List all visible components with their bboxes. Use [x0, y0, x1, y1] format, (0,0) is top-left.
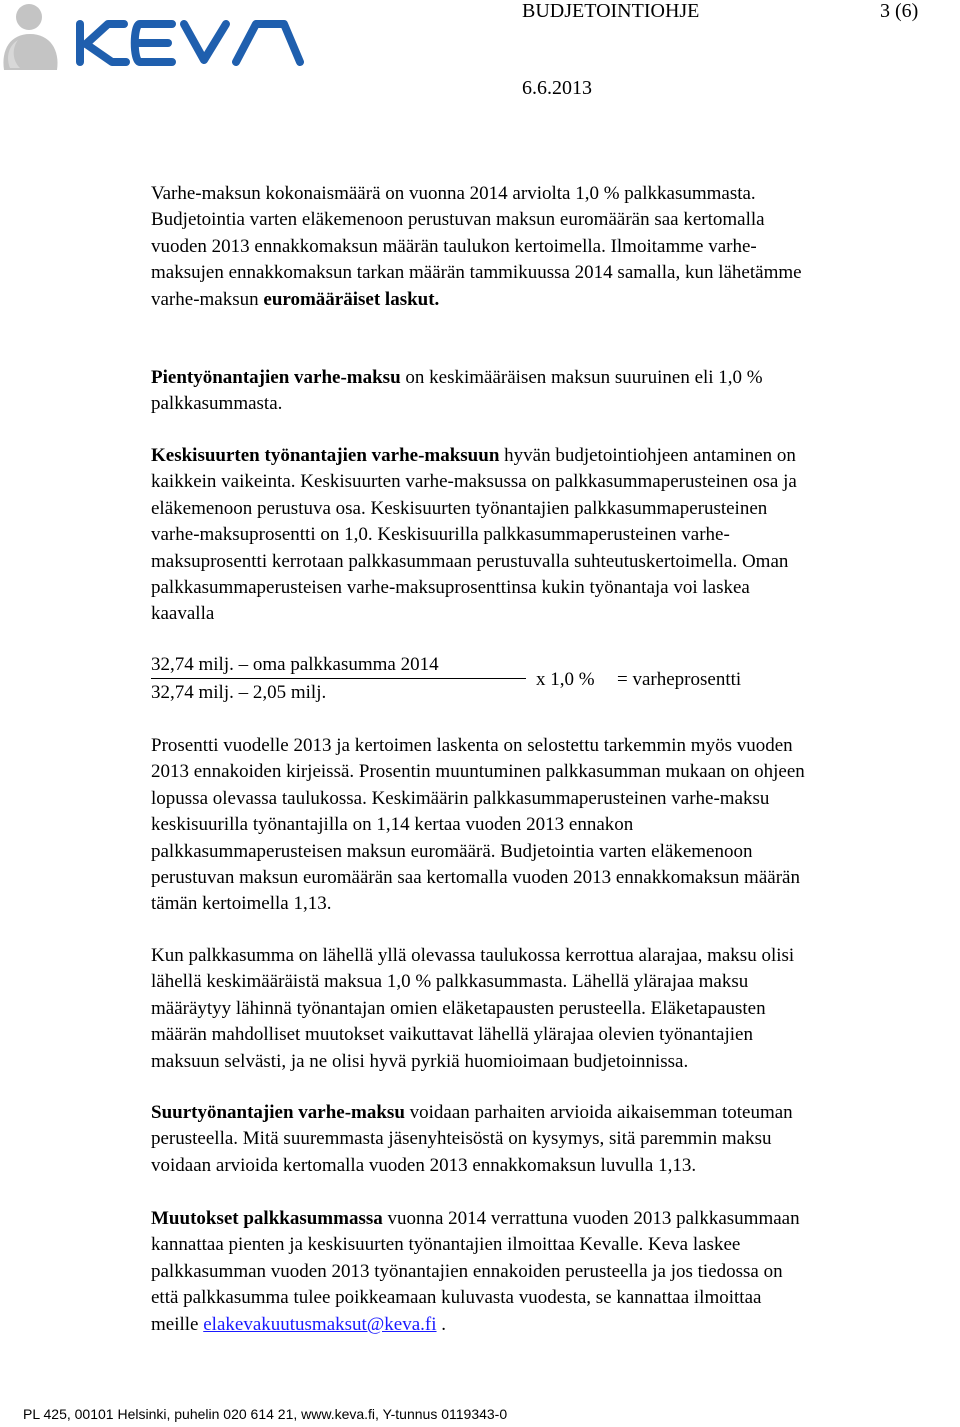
formula	[151, 652, 851, 712]
page-footer: PL 425, 00101 Helsinki, puhelin 020 614 21, www.keva.fi, Y-tunnus 0119343-0	[23, 1406, 508, 1422]
formula-numerator: 32,74 milj. – oma palkkasumma 2014	[151, 654, 439, 675]
text-line: kannattaa pienten ja keskisuurten työnantajien ilmoittaa Kevalle. Keva laskee	[151, 1234, 741, 1256]
bold-heading: Keskisuurten työnantajien varhe-maksuun	[151, 445, 500, 466]
text-line: Suurtyönantajien varhe-maksu voidaan parhaiten arvioida aikaisemman toteuman	[151, 1102, 793, 1123]
bold-heading: Suurtyönantajien varhe-maksu	[151, 1102, 405, 1123]
text-line: Muutokset palkkasummassa vuonna 2014 verrattuna vuoden 2013 palkkasummaan	[151, 1208, 800, 1229]
document-date: 6.6.2013	[522, 77, 592, 99]
text-line: keskisuurilla työnantajilla on 1,14 kertaa vuoden 2013 ennakon	[151, 814, 634, 836]
bold-phrase: euromääräiset laskut.	[263, 288, 440, 310]
text-line: voidaan arvioida kertomalla vuoden 2013 ennakkomaksun luvulla 1,13.	[151, 1154, 697, 1176]
document-title: BUDJETOINTIOHJE	[522, 0, 700, 22]
fraction-bar	[151, 678, 526, 679]
text-line: perusteella. Mitä suuremmasta jäsenyhteisöstä on kysymys, sitä paremmin maksu	[151, 1128, 772, 1150]
text-line: Keskisuurten työnantajien varhe-maksuun hyvän budjetointiohjeen antaminen on	[151, 445, 796, 466]
paragraph-total-amount	[151, 181, 936, 313]
paragraph-percentage-explanation	[151, 733, 936, 918]
text-line: lähellä keskimääräistä maksua 1,0 % palkkasummasta. Lähellä ylärajaa maksu	[151, 971, 749, 993]
formula-multiplier: x 1,0 %	[536, 669, 595, 690]
text-line: perustuvan maksun euromäärän saa kertomalla vuoden 2013 ennakkomaksun määrän	[151, 867, 800, 889]
text-line: maksujen ennakkomaksun tarkan määrän tammikuussa 2014 samalla, kun lähetämme	[151, 262, 802, 284]
text-line: varhe-maksuprosentti on 1,0. Keskisuurilla palkkasummaperusteinen varhe-	[151, 524, 730, 546]
formula-denominator: 32,74 milj. – 2,05 milj.	[151, 682, 327, 703]
text-line: meille elakevakuutusmaksut@keva.fi .	[151, 1313, 447, 1335]
paragraph-payroll-changes	[151, 1206, 936, 1338]
bold-heading: Muutokset palkkasummassa	[151, 1208, 383, 1229]
text-line: Pientyönantajien varhe-maksu on keskimääräisen maksun suuruinen eli 1,0 %	[151, 367, 763, 388]
text-line: kaavalla	[151, 603, 215, 625]
paragraph-large-employers	[151, 1100, 936, 1179]
text-line: maksuprosentti kerrotaan palkkasummaan perustuvalla suhteutuskertoimella. Oman	[151, 550, 789, 572]
paragraph-limits	[151, 943, 936, 1075]
text-line: Prosentti vuodelle 2013 ja kertoimen laskenta on selostettu tarkemmin myös vuoden	[151, 735, 793, 756]
text-line: lopussa olevassa taulukossa. Keskimäärin palkkasummaperusteinen varhe-maksu	[151, 787, 770, 809]
text-line: tämän kertoimella 1,13.	[151, 893, 332, 915]
text-line: määräytyy lähinnä työnantajan omien eläketapausten perusteella. Eläketapausten	[151, 997, 766, 1019]
page-number: 3 (6)	[880, 0, 919, 22]
text-line: palkkasummaperusteisen varhe-maksuprosenttinsa kukin työnantaja voi laskea	[151, 577, 750, 599]
text-line: palkkasummaperusteisen maksun euromäärä. Budjetointia varten eläkemenoon	[151, 840, 753, 862]
text-line: vuoden 2013 ennakkomaksun määrän taulukon kertoimella. Ilmoitamme varhe-	[151, 235, 757, 257]
text-line: maksuun selvästi, ja ne olisi hyvä pyrkiä huomioimaan budjetoinnissa.	[151, 1050, 689, 1072]
text-line: Varhe-maksun kokonaismäärä on vuonna 2014 arviolta 1,0 % palkkasummasta.	[151, 183, 756, 204]
text-line: eläkemenoon perustuva osa. Keskisuurten työnantajien palkkasummaperusteinen	[151, 497, 768, 519]
paragraph-small-employers	[151, 365, 936, 418]
text-line: kaikkein vaikeinta. Keskisuurten varhe-maksussa on palkkasummaperusteinen osa ja	[151, 471, 797, 493]
text-line: Budjetointia varten eläkemenoon perustuvan maksun euromäärän saa kertomalla	[151, 209, 765, 231]
keva-person-mark	[3, 4, 57, 70]
text-line: 2013 ennakoiden kirjeissä. Prosentin muuntuminen palkkasumman mukaan on ohjeen	[151, 761, 805, 783]
text-line: palkkasumman vuoden 2013 työnantajien ennakoiden perusteella ja jos tiedossa on	[151, 1260, 783, 1282]
text-line: määrän mahdolliset muutokset vaikuttavat lähellä ylärajaa olevien työnantajien	[151, 1024, 753, 1046]
text-line: palkkasummasta.	[151, 393, 283, 415]
email-link[interactable]: elakevakuutusmaksut@keva.fi	[203, 1313, 437, 1335]
formula-result: = varheprosentti	[617, 669, 742, 690]
text-line: varhe-maksun euromääräiset laskut.	[151, 288, 440, 310]
text-line: että palkkasumma tulee poikkeamaan kuluvasta vuodesta, se kannattaa ilmoittaa	[151, 1287, 762, 1309]
text-line: Kun palkkasumma on lähellä yllä olevassa taulukossa kerrottua alarajaa, maksu olisi	[151, 945, 795, 966]
bold-heading: Pientyönantajien varhe-maksu	[151, 367, 401, 388]
paragraph-medium-employers	[151, 443, 936, 628]
keva-wordmark	[80, 24, 300, 62]
keva-logo	[0, 0, 320, 80]
